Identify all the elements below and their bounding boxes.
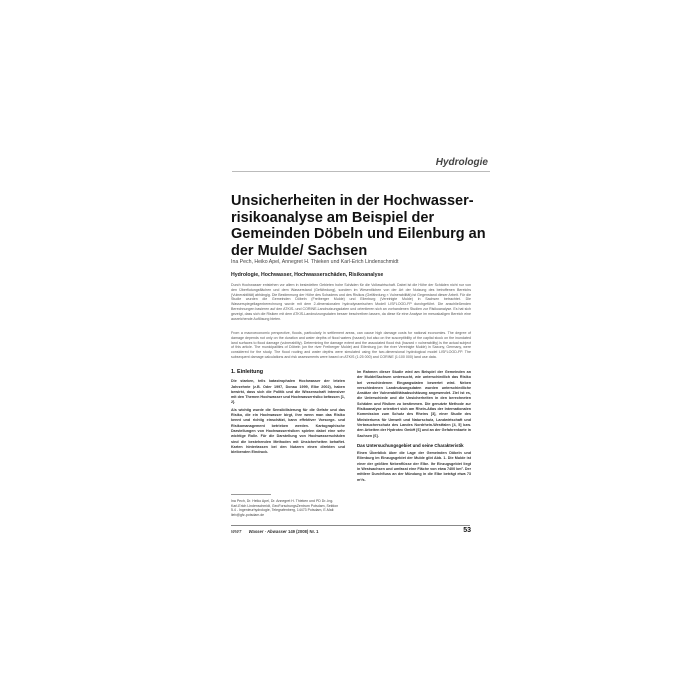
journal-name: Wasser · Abwasser	[248, 529, 287, 534]
journal-number: Nr. 1	[309, 529, 319, 534]
paragraph: Einen Überblick über die Lage der Gemeinden Döbeln und Eilenburg im Einzugsgebiet der Mulde gibt Abb. 1. Die Mulde ist einer der größten Nebenflüsse der Elbe. Ihr Einzugsgebiet liegt in Westsachsen und umfasst eine Fläche von etwa 7400 km². Der mittlere Durchfluss an der Mündung in die Elbe beträgt etwa 73 m³/s.	[357, 451, 471, 482]
section-tag: Hydrologie	[435, 157, 488, 168]
left-column	[231, 370, 345, 457]
article-title: Unsicherheiten in der Hochwasser-risikoanalyse am Beispiel der Gemeinden Döbeln und Eilenburg an der Mulde/ Sachsen	[231, 193, 486, 259]
keywords: Hydrologie, Hochwasser, Hochwasserschäden, Risikoanalyse	[231, 272, 384, 278]
footer-rule	[231, 525, 470, 526]
page-number: 53	[463, 527, 471, 534]
journal-logo: WWT	[231, 529, 242, 534]
abstract-german: Durch Hochwasser entstehen vor allem in besiedelten Gebieten hohe Schäden für die Volkswirtschaft. Dabei ist die Höhe der Schäden nicht nur von den Überflutungsflächen und dem Wasserstand (Gefährdung), sondern im Wesentlichen von der Art der Nutzung des betroffenen Bereichs (Vulnerabilität) abhängig. Die Bestimmung der Höhe des Schadens und des Risikos (Gefährdung × Vulnerabilität) ist Gegenstand dieser Arbeit. Für die Studie wurden die Gemeinden Döbeln (Freiberger Mulde) und Eilenburg (Vereinigte Mulde) in Sachsen betrachtet. Die Wasserspiegellagenberechnung wurde mit dem 2-dimensionalen hydrodynamischen Modell LISFLOOD-FP durchgeführt. Die anschließenden Berechnungen basieren auf den ATKIS- und CORINE-Landnutzungsdaten und orientieren sich an vorhandenen Studien zur Risikoanalyse. Es hat sich gezeigt, dass sich die Risiken mit dem ATKIS-Landnutzungsdaten besser beschreiben lassen, da diese für eine Analyse im mesoskaligen Bereich eine ausreichende Auflösung bieten.	[231, 283, 471, 321]
footnote-rule	[231, 494, 271, 495]
right-column	[357, 370, 471, 485]
abstract-english: From a macroeconomic perspective, floods, particularly in settlement areas, can cause high damage costs for national economies. The degree of damage depends not only on the duration and water depths of flood waters (hazard) but also on the susceptibility of the capital stock on the inundated land surfaces to flood damage (vulnerability). Determining the damage extent and the associated flood risk (hazard × vulnerability) is the actual subject of this article. The municipalities of Döbeln (on the river Freiberger Mulde) and Eilenburg (on the river Vereinigte Mulde) in Saxony, Germany, were considered for the study. The flood routing and water depths were simulated using the two-dimensional hydrological model LISFLOOD-FP. The subsequent damage calculations and risk assessments were based on ATKIS (1:25 000) and CORINE (1:100 000) land use data.	[231, 331, 471, 359]
page-footer	[231, 529, 470, 534]
section-heading-study-area: Das Untersuchungsgebiet und seine Charakteristik	[357, 442, 464, 448]
section-heading-introduction: 1. Einleitung	[231, 369, 264, 375]
section-rule	[232, 171, 490, 172]
paragraph: Im Rahmen dieser Studie wird am Beispiel der Gemeinden an der Mulde/Sachsen untersucht, wie unterschiedlich das Risiko bei verschiedenen Eingangsdaten bewertet wird. Neben verschiedenen Landnutzungsdaten wurden unterschiedliche Ansätze der Vulnerabilitätsabschätzung angewendet. Ziel ist es, die Unterschiede und die Unsicherheiten in den berechneten Schäden und Risiken zu bestimmen. Die genutzte Methode zur Risikoanalyse orientiert sich am Rhein-Atlas der Internationalen Kommission zum Schutz des Rheins [3], einer Studie des Ministeriums für Umwelt und Naturschutz, Landwirtschaft und Verbraucherschutz des Landes Nordrhein-Westfalen [4, 5] bzw. den Arbeiten der Hydrotec GmbH [6] und an der Gefahrenkarte in Sachsen [6].	[357, 370, 471, 438]
author-footnote: Ina Pech, Dr. Heiko Apel, Dr. Annegret H. Thieken und PD Dr.-Ing. Karl-Erich Lindenschmidt, GeoForschungsZentrum Potsdam, Sektion 5.4 - Ingenieurhydrologie, Telegrafenberg, 14473 Potsdam, E-Mail: lieb@gfz-potsdam.de	[231, 499, 339, 517]
paragraph: Die starken, teils katastrophalen Hochwasser der letzten Jahrzehnte (z.B. Oder 1997, Donau 1999, Elbe 2002), haben bewirkt, dass sich die Politik und die Wissenschaft intensiver mit den Themen Hochwasser und Hochwasserrisiko befassen [1, 2].	[231, 379, 345, 405]
authors: Ina Pech, Heiko Apel, Annegret H. Thieken und Karl-Erich Lindenschmidt	[231, 259, 399, 265]
paragraph: Als wichtig wurde die Sensibilisierung für die Gefahr und das Risiko, die ein Hochwasser birgt, ihre wenn man das Risiko kennt und richtig einschätzt, kann effektiver Vorsorge- und Risikomanagement betrieben werden. Kartographische Darstellungen von Hochwasserrisiken spielen dabei eine sehr wichtige Rolle. Für die Darstellung von Hochwasserschäden sind die bestehenden Methoden mit Unsicherheiten behaftet. Karten hinterlassen bei den Nutzern einen direkten und bleibenden Eindruck.	[231, 407, 345, 455]
journal-issue: 149 (2008)	[288, 529, 309, 534]
